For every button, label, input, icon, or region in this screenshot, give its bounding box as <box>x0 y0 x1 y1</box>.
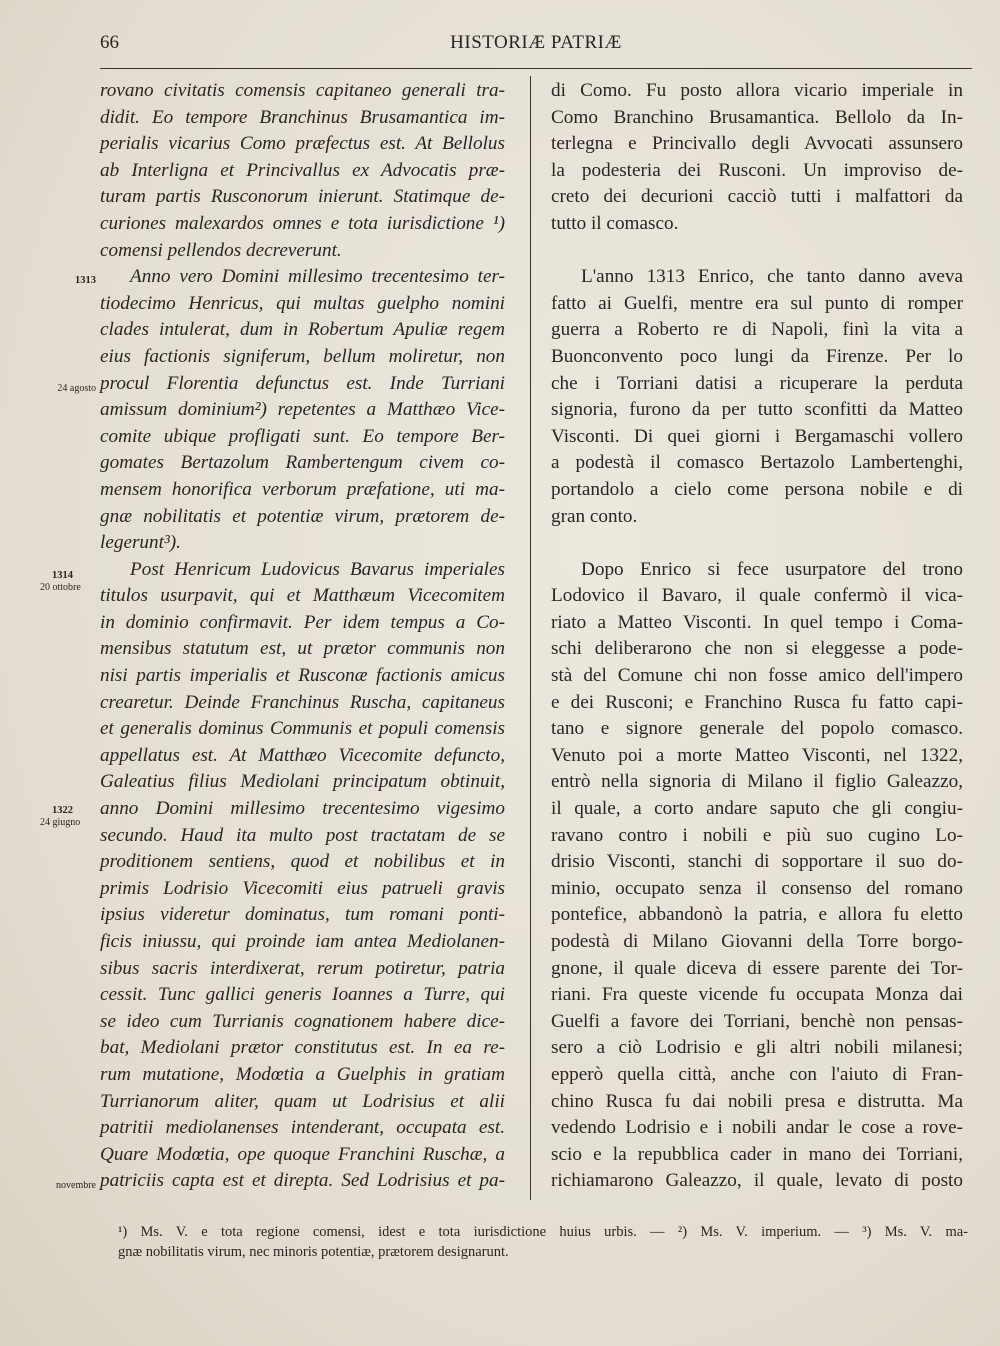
italian-line: entrò nella signoria di Milano il figlio Galeazzo, <box>551 771 963 793</box>
italian-line: pontefice, abbandonò la patria, e allora fu eletto <box>551 904 963 926</box>
latin-line: nisi partis imperialis et Rusconæ factionis amicus <box>100 665 505 687</box>
latin-line: ab Interligna et Princivallus ex Advocatis præ- <box>100 159 505 181</box>
margin-note-novembre <box>38 1180 96 1192</box>
latin-line: patritii mediolanenses intenderant, occupata est. <box>100 1117 505 1139</box>
italian-line: la podesteria dei Rusconi. Un improviso de- <box>551 159 963 181</box>
margin-note-1322 <box>40 805 98 829</box>
latin-line: proditionem sentiens, quod et nobilibus et in <box>100 851 505 873</box>
italian-line: riato a Matteo Visconti. In quel tempo i Coma- <box>551 611 963 633</box>
margin-year: 1322 <box>52 805 73 816</box>
margin-note-24-agosto <box>38 383 96 395</box>
latin-line: bat, Mediolani prætor constitutus est. In ea re- <box>100 1037 505 1059</box>
latin-line: rovano civitatis comensis capitaneo generali tra- <box>100 80 505 101</box>
italian-line: ravano contro i nobili e più suo cugino Lo- <box>551 824 963 846</box>
italian-column <box>551 78 963 1195</box>
latin-line: turam partis Rusconorum inierunt. Statimque de- <box>100 186 505 208</box>
latin-line: Galeatius filius Mediolani principatum obtinuit, <box>100 771 505 793</box>
latin-line: eius factionis signiferum, bellum moliretur, non <box>100 345 505 367</box>
latin-line: ficis iniussu, qui proinde iam antea Mediolanen- <box>100 931 505 952</box>
italian-line: di Como. Fu posto allora vicario imperiale in <box>551 80 963 101</box>
latin-line: Post Henricum Ludovicus Bavarus imperiales <box>130 558 505 580</box>
margin-date: 24 agosto <box>57 383 96 394</box>
latin-line: gnæ nobilitatis et potentiæ virum, prætorem de- <box>100 505 505 527</box>
italian-line: vedendo Lodrisio e i nobili andar le cose a rove- <box>551 1117 963 1139</box>
italian-line: Lodovico il Bavaro, il quale confermò il vica- <box>551 585 963 607</box>
latin-line: comite ubique profligati sunt. Eo tempore Ber- <box>100 425 505 447</box>
latin-line: gomates Bertazolum Rambertengum civem co- <box>100 452 505 474</box>
footnotes <box>118 1222 968 1262</box>
latin-line: mensibus statutum est, ut prætor communis non <box>100 638 505 660</box>
page-header <box>100 32 972 62</box>
italian-line: gnone, il quale diceva di essere parente dei Tor- <box>551 957 963 979</box>
italian-line: podestà di Milano Giovanni della Torre borgo- <box>551 931 963 952</box>
latin-line: curiones malexardos omnes e tota iurisdictione ¹) <box>100 212 505 234</box>
italian-line: epperò quella città, anche con l'aiuto di Fran- <box>551 1063 963 1085</box>
italian-line: tano e signore generale del popolo comasco. <box>551 718 963 740</box>
latin-line: crearetur. Deinde Franchinus Ruscha, capitaneus <box>100 691 505 713</box>
italian-line: signoria, furono da per tutto sconfitti da Matteo <box>551 399 963 421</box>
latin-line: ipsius videretur dominatus, tum romani ponti- <box>100 904 505 926</box>
paragraph-gap <box>551 530 963 557</box>
latin-line: tiodecimo Henricus, qui multas guelpho nomini <box>100 292 505 314</box>
latin-line: legerunt³). <box>100 532 181 554</box>
page-number: 66 <box>100 32 119 53</box>
italian-line: Dopo Enrico si fece usurpatore del trono <box>581 558 963 580</box>
italian-line: drisio Visconti, stanchi di sopportare il suo do- <box>551 851 963 873</box>
latin-line: secundo. Haud ita multo post tractatam de se <box>100 824 505 846</box>
margin-note-1314 <box>40 570 98 594</box>
italian-line: chino Rusca fu dai nobili presa e distrutta. Ma <box>551 1090 963 1112</box>
italian-line: guerra a Roberto re di Napoli, finì la vita a <box>551 319 963 341</box>
margin-date: 24 giugno <box>40 817 81 828</box>
latin-line: sibus sacris interdixerat, rerum potiretur, patria <box>100 957 505 979</box>
italian-line: Visconti. Di quei giorni i Bergamaschi vollero <box>551 425 963 447</box>
latin-line: Anno vero Domini millesimo trecentesimo ter- <box>130 266 505 288</box>
latin-line: clades intulerat, dum in Robertum Apuliæ regem <box>100 319 505 341</box>
latin-column <box>100 78 505 1195</box>
latin-line: mensem honorifica verborum præfatione, uti ma- <box>100 478 505 500</box>
latin-line: appellatus est. At Matthæo Vicecomite defuncto, <box>100 744 505 766</box>
latin-line: et generalis dominus Communis et populi comensis <box>100 718 505 740</box>
italian-line: terlegna e Princivallo degli Avvocati assunsero <box>551 133 963 155</box>
latin-line: anno Domini millesimo trecentesimo vigesimo <box>100 798 505 820</box>
latin-line: perialis vicarius Como præfectus est. At Bellolus <box>100 133 505 155</box>
italian-line: Buonconvento poco lungi da Firenze. Per lo <box>551 345 963 367</box>
italian-line: stà del Comune chi non fosse amico dell'impero <box>551 665 963 687</box>
latin-line: amissum dominium²) repetentes a Matthæo Vice- <box>100 399 505 421</box>
running-title: HISTORIÆ PATRIÆ <box>450 32 622 53</box>
latin-line: rum mutatione, Modœtia a Guelphis in gratiam <box>100 1063 505 1085</box>
column-divider <box>530 76 531 1200</box>
latin-line: Quare Modœtia, ope quoque Franchini Ruschæ, a <box>100 1143 505 1165</box>
italian-line: gran conto. <box>551 505 638 527</box>
latin-line: cessit. Tunc gallici generis Ioannes a Turre, qui <box>100 984 505 1006</box>
latin-line: in dominio confirmavit. Per idem tempus a Co- <box>100 611 505 633</box>
footnote-line: gnæ nobilitatis virum, nec minoris potentiæ, prætorem designarunt. <box>118 1244 509 1260</box>
italian-line: minio, occupato senza il consenso del romano <box>551 877 963 899</box>
latin-line: procul Florentia defunctus est. Inde Turriani <box>100 372 505 394</box>
margin-note-1313 <box>38 275 96 287</box>
margin-year: 1314 <box>52 570 73 581</box>
italian-line: L'anno 1313 Enrico, che tanto danno aveva <box>581 266 963 288</box>
margin-date: novembre <box>56 1180 96 1191</box>
paragraph-gap <box>551 238 963 265</box>
italian-line: riani. Fra queste vicende fu occupata Monza dai <box>551 984 963 1006</box>
italian-line: richiamarono Galeazzo, il quale, levato di posto <box>551 1170 963 1192</box>
header-rule <box>100 68 972 69</box>
italian-line: creto dei decurioni cacciò tutti i malfattori da <box>551 186 963 208</box>
italian-line: scio e la repubblica cader in mano dei Torriani, <box>551 1143 963 1165</box>
italian-line: sero a ciò Lodrisio e gli altri nobili milanesi; <box>551 1037 963 1059</box>
latin-line: didit. Eo tempore Branchinus Brusamantica im- <box>100 106 505 128</box>
latin-line: patriciis capta est et direpta. Sed Lodrisius et pa- <box>100 1170 505 1192</box>
latin-line: Turrianorum aliter, quam ut Lodrisius et alii <box>100 1090 505 1112</box>
latin-line: primis Lodrisio Vicecomiti eius patrueli gravis <box>100 877 505 899</box>
latin-line: comensi pellendos decreverunt. <box>100 239 342 261</box>
italian-line: schi deliberarono che non si eleggesse a pode- <box>551 638 963 660</box>
footnote-line: ¹) Ms. V. e tota regione comensi, idest e tota iurisdictione huius urbis. — ²) Ms. V. imperium. — ³) Ms. V. ma- <box>118 1224 968 1240</box>
italian-line: Como Branchino Brusamantica. Bellolo da In- <box>551 106 963 128</box>
italian-line: e dei Rusconi; e Franchino Rusca fu fatto capi- <box>551 691 963 713</box>
italian-line: il quale, a corto andare saputo che gli congiu- <box>551 798 963 820</box>
italian-line: portandolo a cielo come persona nobile e di <box>551 478 963 500</box>
margin-year: 1313 <box>75 275 96 286</box>
italian-line: Venuto poi a morte Matteo Visconti, nel 1322, <box>551 744 963 766</box>
italian-line: fatto ai Guelfi, mentre era sul punto di romper <box>551 292 963 314</box>
italian-line: Guelfi a favore dei Torriani, benchè non pensas- <box>551 1010 963 1032</box>
italian-line: a podestà il comasco Bertazolo Lambertenghi, <box>551 452 963 474</box>
latin-line: se ideo cum Turrianis cognationem habere dice- <box>100 1010 505 1032</box>
margin-date: 20 ottobre <box>40 582 81 593</box>
italian-line: tutto il comasco. <box>551 212 679 234</box>
latin-line: titulos usurpavit, qui et Matthæum Vicecomitem <box>100 585 505 607</box>
italian-line: che i Torriani datisi a ricuperare la perduta <box>551 372 963 394</box>
